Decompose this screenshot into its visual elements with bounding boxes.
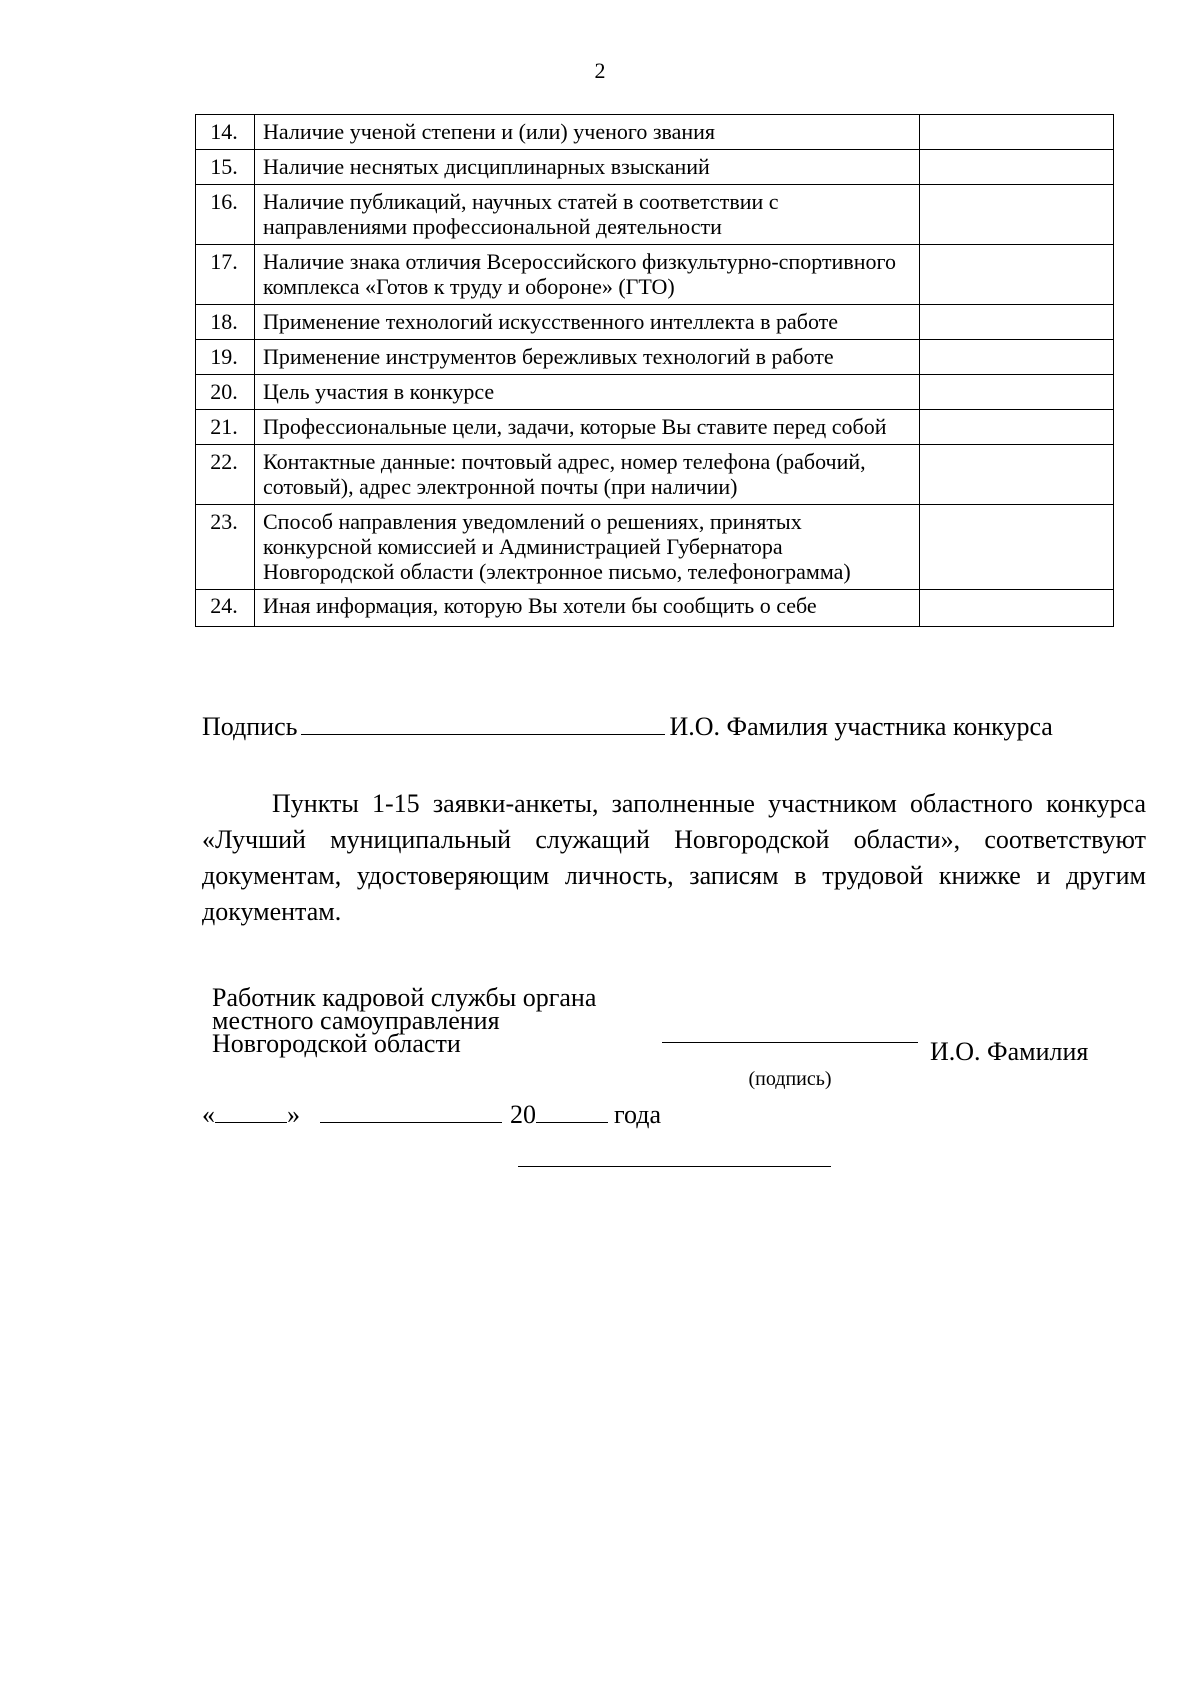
row-value-cell[interactable] bbox=[920, 150, 1114, 185]
row-item: Наличие ученой степени и (или) ученого звания bbox=[255, 115, 920, 150]
date-month-blank[interactable] bbox=[320, 1100, 502, 1123]
table-row bbox=[196, 305, 1114, 340]
row-number: 17. bbox=[196, 245, 255, 305]
row-value-cell[interactable] bbox=[920, 410, 1114, 445]
row-value-cell[interactable] bbox=[920, 505, 1114, 590]
table-row bbox=[196, 340, 1114, 375]
row-value-cell[interactable] bbox=[920, 245, 1114, 305]
row-number: 16. bbox=[196, 185, 255, 245]
row-item: Способ направления уведомлений о решениях, принятых конкурсной комиссией и Администрацией Губернатора Новгородской области (электронное письмо, телефонограмма) bbox=[255, 505, 920, 590]
row-item: Наличие публикаций, научных статей в соответствии с направлениями профессиональной деятельности bbox=[255, 185, 920, 245]
page-number: 2 bbox=[594, 58, 606, 83]
table-row bbox=[196, 185, 1114, 245]
participant-signature-line bbox=[202, 712, 1053, 742]
date-open-quote: « bbox=[202, 1100, 215, 1129]
signature-label: Подпись bbox=[202, 712, 298, 741]
table-row bbox=[196, 410, 1114, 445]
date-day-blank[interactable] bbox=[215, 1100, 287, 1123]
row-item: Применение инструментов бережливых технологий в работе bbox=[255, 340, 920, 375]
hr-title-line-2: местного самоуправления bbox=[212, 1006, 500, 1035]
hr-title-line-1: Работник кадровой службы органа bbox=[212, 983, 597, 1012]
signature-caption: И.О. Фамилия участника конкурса bbox=[669, 712, 1053, 741]
signature-blank[interactable] bbox=[301, 712, 665, 735]
row-number: 14. bbox=[196, 115, 255, 150]
table-row bbox=[196, 445, 1114, 505]
table-row bbox=[196, 115, 1114, 150]
hr-signature-blank[interactable] bbox=[662, 1022, 918, 1043]
table-row bbox=[196, 505, 1114, 590]
row-value-cell[interactable] bbox=[920, 305, 1114, 340]
date-close-quote: » bbox=[287, 1100, 300, 1129]
row-number: 21. bbox=[196, 410, 255, 445]
date-line bbox=[202, 1100, 661, 1130]
row-item: Контактные данные: почтовый адрес, номер телефона (рабочий, сотовый), адрес электронной почты (при наличии) bbox=[255, 445, 920, 505]
date-year-suffix: года bbox=[614, 1100, 662, 1129]
row-number: 15. bbox=[196, 150, 255, 185]
row-item: Профессиональные цели, задачи, которые Вы ставите перед собой bbox=[255, 410, 920, 445]
date-year-blank[interactable] bbox=[536, 1100, 608, 1123]
table-row bbox=[196, 375, 1114, 410]
row-number: 22. bbox=[196, 445, 255, 505]
row-number: 20. bbox=[196, 375, 255, 410]
row-number: 24. bbox=[196, 590, 255, 627]
row-item: Цель участия в конкурсе bbox=[255, 375, 920, 410]
hr-officer-title bbox=[212, 983, 597, 1058]
table-row bbox=[196, 590, 1114, 627]
hr-title-line-3: Новгородской области bbox=[212, 1029, 461, 1058]
questionnaire-table bbox=[195, 114, 1114, 627]
date-year-prefix: 20 bbox=[510, 1100, 536, 1129]
end-divider bbox=[518, 1166, 831, 1167]
row-item: Наличие неснятых дисциплинарных взысканий bbox=[255, 150, 920, 185]
row-number: 18. bbox=[196, 305, 255, 340]
row-item: Применение технологий искусственного интеллекта в работе bbox=[255, 305, 920, 340]
hr-signature-caption: (подпись) bbox=[748, 1068, 832, 1090]
row-value-cell[interactable] bbox=[920, 590, 1114, 627]
hr-officer-name: И.О. Фамилия bbox=[930, 1037, 1089, 1066]
row-number: 23. bbox=[196, 505, 255, 590]
row-value-cell[interactable] bbox=[920, 115, 1114, 150]
row-value-cell[interactable] bbox=[920, 185, 1114, 245]
confirmation-paragraph: Пункты 1-15 заявки-анкеты, заполненные участником областного конкурса «Лучший муниципальный служащий Новгородской области», соответствуют документам, удостоверяющим личность, записям в трудовой книжке и другим документам. bbox=[202, 789, 1146, 926]
row-item: Наличие знака отличия Всероссийского физкультурно-спортивного комплекса «Готов к труду и обороне» (ГТО) bbox=[255, 245, 920, 305]
row-value-cell[interactable] bbox=[920, 340, 1114, 375]
row-item: Иная информация, которую Вы хотели бы сообщить о себе bbox=[255, 590, 920, 627]
row-value-cell[interactable] bbox=[920, 445, 1114, 505]
row-value-cell[interactable] bbox=[920, 375, 1114, 410]
table-row bbox=[196, 150, 1114, 185]
table-row bbox=[196, 245, 1114, 305]
row-number: 19. bbox=[196, 340, 255, 375]
